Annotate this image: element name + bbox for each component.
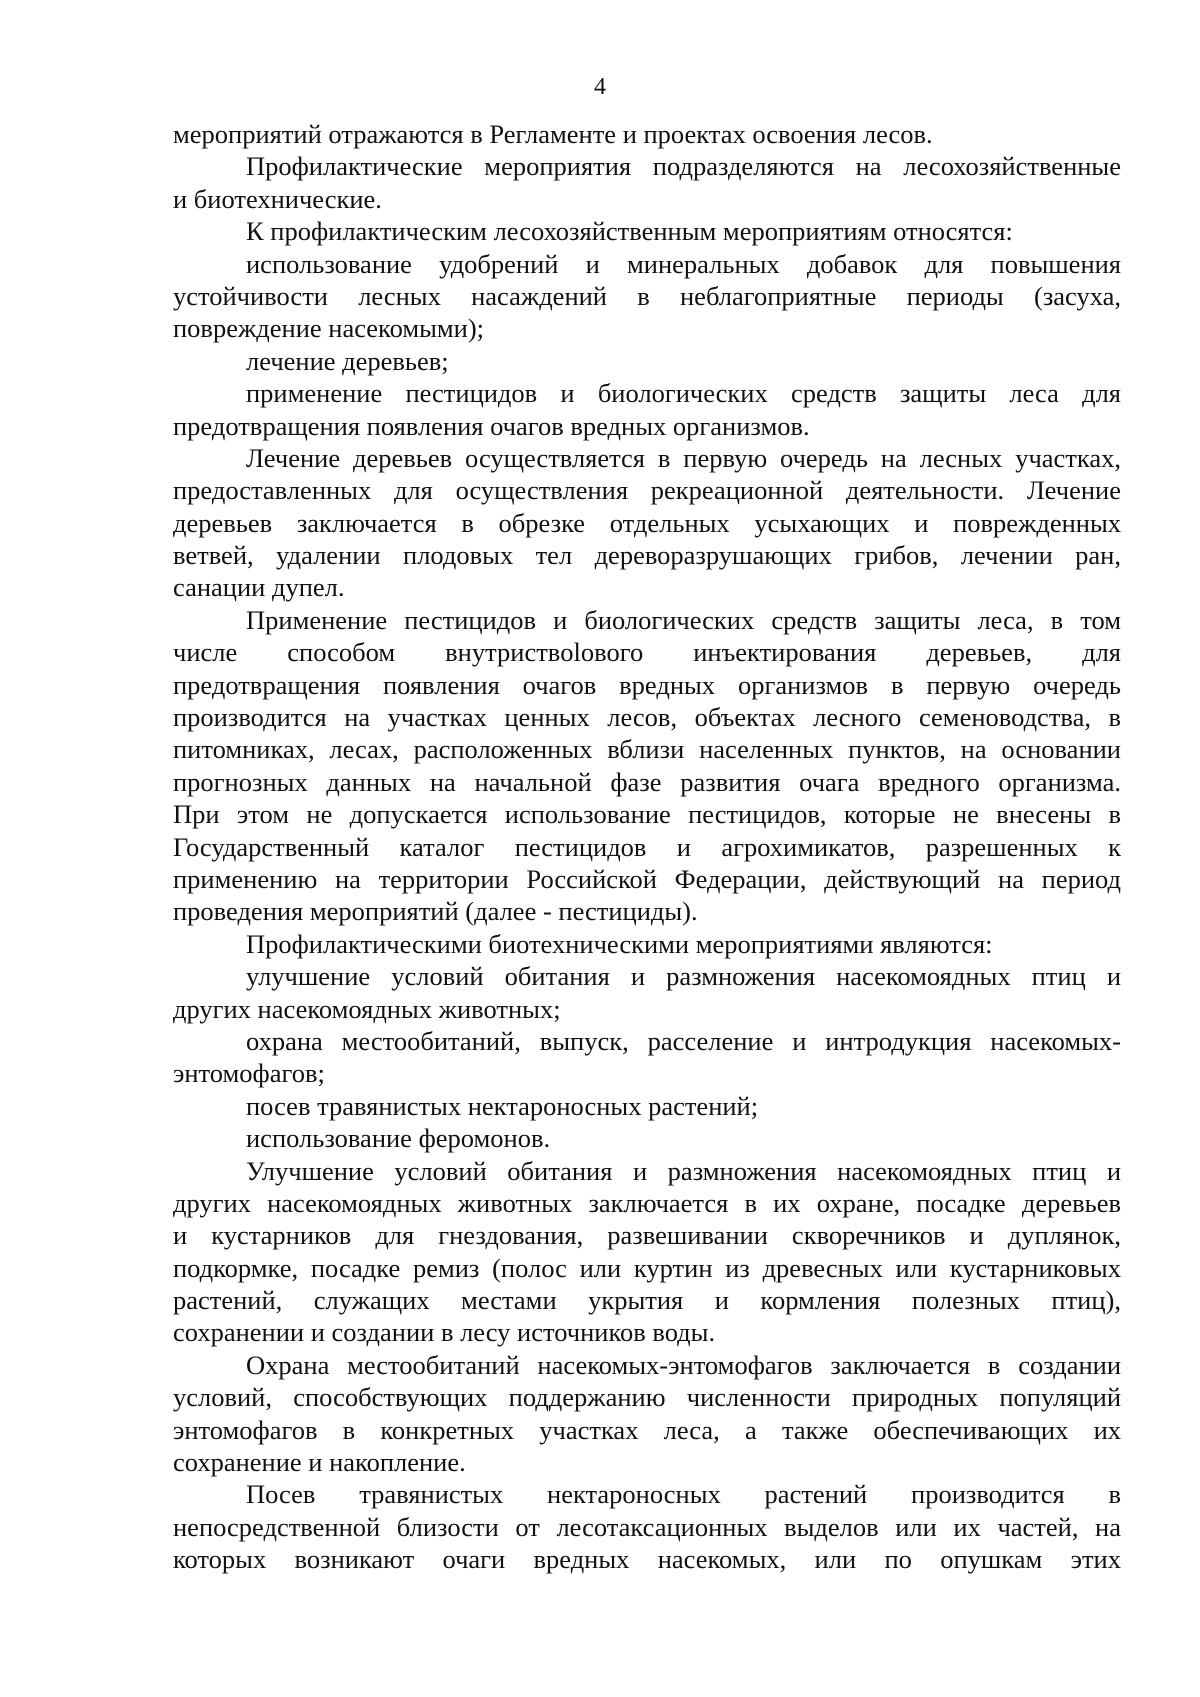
text-line: энтомофагов в конкретных участках леса, а также обеспечивающих их — [173, 1414, 1121, 1445]
text-line: ветвей, удалении плодовых тел дереворазрушающих грибов, лечении ран, — [173, 540, 1121, 571]
text-line: растений, служащих местами укрытия и кормления полезных птиц), — [173, 1285, 1121, 1316]
text-line: сохранении и создании в лесу источников воды. — [173, 1317, 716, 1348]
text-line: предотвращения появления очагов вредных организмов. — [173, 410, 810, 441]
document-body — [173, 118, 1121, 1576]
text-line: лечение деревьев; — [246, 345, 449, 376]
text-line: сохранение и накопление. — [173, 1447, 466, 1478]
text-line: прогнозных данных на начальной фазе развития очага вредного организма. — [173, 766, 1121, 797]
text-line: и биотехнические. — [173, 183, 382, 214]
text-line: питомниках, лесах, расположенных вблизи населенных пунктов, на основании — [173, 734, 1121, 765]
page-number: 4 — [594, 74, 606, 100]
text-line: применению на территории Российской Федерации, действующий на период — [173, 863, 1121, 894]
text-line: предотвращения появления очагов вредных организмов в первую очередь — [173, 669, 1121, 700]
text-line: непосредственной близости от лесотаксационных выделов или их частей, на — [173, 1511, 1121, 1542]
text-line: производится на участках ценных лесов, объектах лесного семеноводства, в — [173, 702, 1121, 733]
text-line: числе способом внутриствolового инъектирования деревьев, для — [173, 637, 1121, 668]
text-line: устойчивости лесных насаждений в неблагоприятные периоды (засуха, — [173, 280, 1121, 311]
text-line: Применение пестицидов и биологических средств защиты леса, в том — [246, 604, 1121, 635]
text-line: охрана местообитаний, выпуск, расселение и интродукция насекомых- — [246, 1025, 1121, 1056]
text-line: Лечение деревьев осуществляется в первую очередь на лесных участках, — [246, 442, 1121, 473]
text-line: Профилактическими биотехническими мероприятиями являются: — [246, 928, 993, 959]
text-line: улучшение условий обитания и размножения насекомоядных птиц и — [246, 961, 1121, 992]
text-line: Государственный каталог пестицидов и агрохимикатов, разрешенных к — [173, 831, 1121, 862]
text-line: условий, способствующих поддержанию численности природных популяций — [173, 1382, 1121, 1413]
text-line: деревьев заключается в обрезке отдельных усыхающих и поврежденных — [173, 507, 1121, 538]
text-line: повреждение насекомыми); — [173, 313, 485, 344]
text-line: предоставленных для осуществления рекреационной деятельности. Лечение — [173, 475, 1121, 506]
text-line: других насекомоядных животных заключается в их охране, посадке деревьев — [173, 1187, 1121, 1218]
text-line: Посев травянистых нектароносных растений производится в — [246, 1479, 1121, 1510]
text-line: энтомофагов; — [173, 1058, 325, 1089]
text-line: При этом не допускается использование пестицидов, которые не внесены в — [173, 799, 1121, 830]
text-line: посев травянистых нектароносных растений; — [246, 1090, 759, 1121]
text-line: проведения мероприятий (далее - пестициды). — [173, 896, 698, 927]
text-line: применение пестицидов и биологических средств защиты леса для — [246, 378, 1121, 409]
text-line: подкормке, посадке ремиз (полос или куртин из древесных или кустарниковых — [173, 1252, 1121, 1283]
text-line: использование феромонов. — [246, 1123, 551, 1154]
text-line: Профилактические мероприятия подразделяются на лесохозяйственные — [246, 151, 1121, 182]
text-line: К профилактическим лесохозяйственным мероприятиям относятся: — [246, 216, 1013, 247]
text-line: санации дупел. — [173, 572, 345, 603]
text-line: других насекомоядных животных; — [173, 993, 561, 1024]
text-line: которых возникают очаги вредных насекомых, или по опушкам этих — [173, 1544, 1121, 1575]
text-line: и кустарников для гнездования, развешивании скворечников и дуплянок, — [173, 1220, 1121, 1251]
text-line: мероприятий отражаются в Регламенте и проектах освоения лесов. — [173, 119, 933, 149]
text-line: Улучшение условий обитания и размножения насекомоядных птиц и — [246, 1155, 1121, 1186]
text-line: использование удобрений и минеральных добавок для повышения — [246, 248, 1121, 279]
text-line: Охрана местообитаний насекомых-энтомофагов заключается в создании — [246, 1349, 1121, 1380]
